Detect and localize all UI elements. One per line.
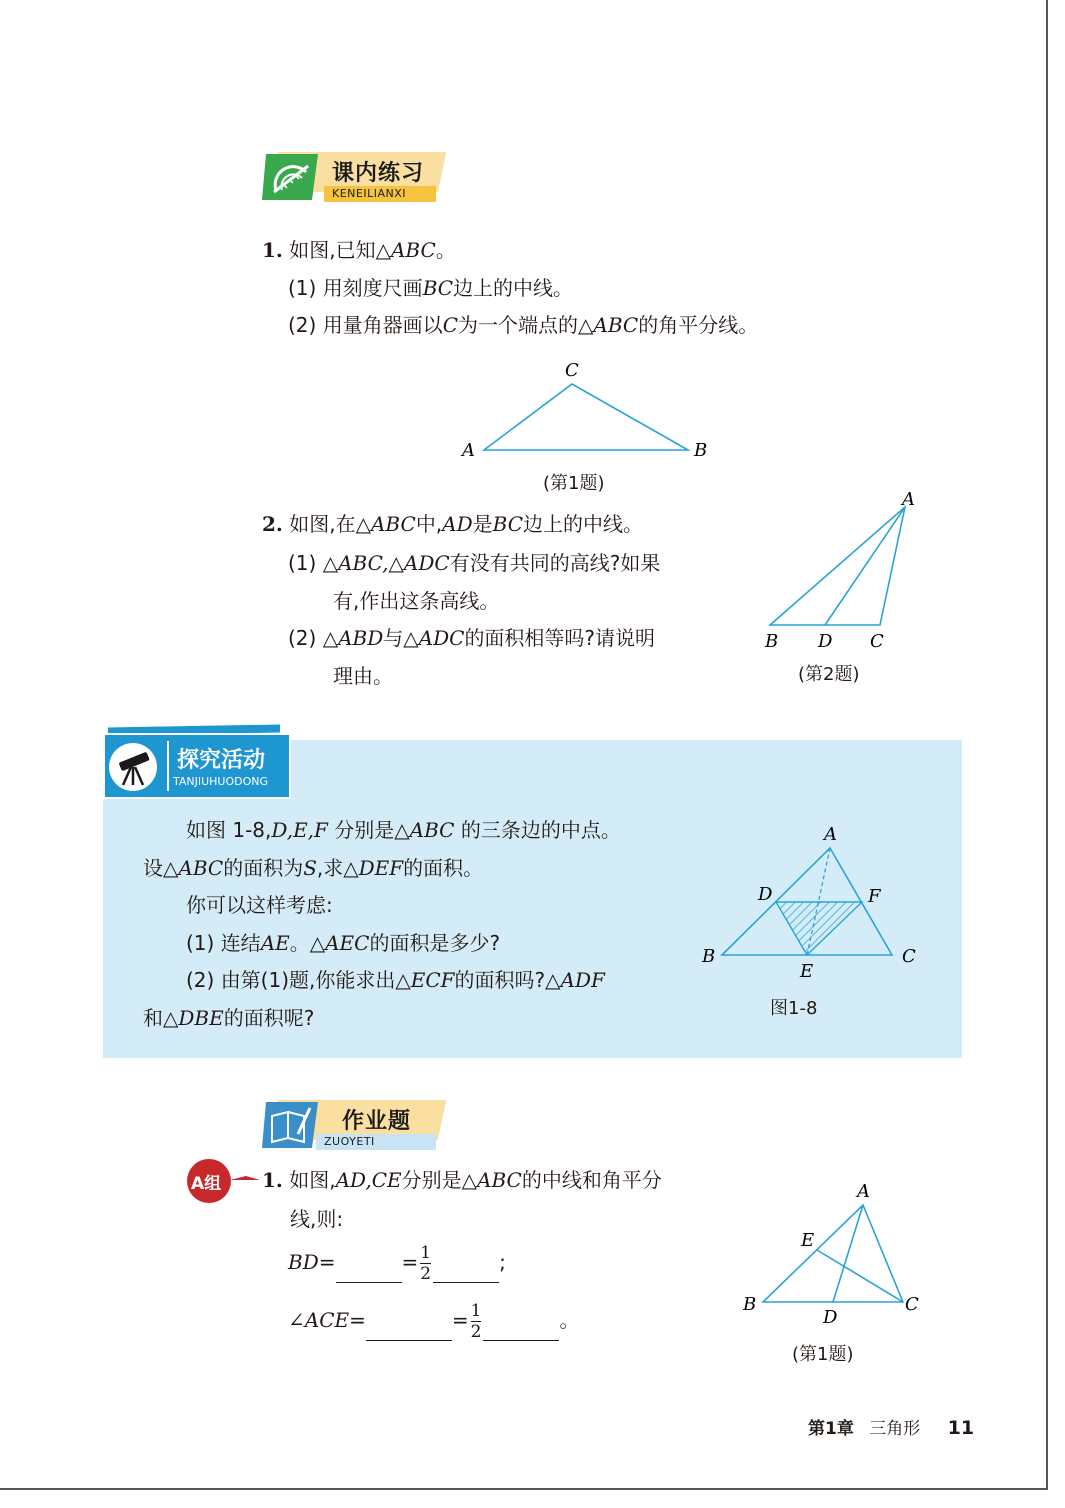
homework-q1-caption: (第1题): [792, 1344, 854, 1365]
practice-q1-stem: 1. 如图,已知△ABC。: [262, 238, 456, 262]
point-e-label: E: [800, 961, 814, 982]
practice-q2-part1: (1) △ABC,△ADC有没有共同的高线?如果: [288, 551, 661, 575]
chapter-title: 三角形: [869, 1419, 921, 1439]
fraction-half: $\frac{1}{2}$: [420, 1243, 432, 1284]
protractor-ruler-icon: [262, 152, 316, 198]
group-a-label: A组: [191, 1174, 222, 1194]
vertex-a-label: A: [857, 1181, 870, 1202]
triangle-abc: [484, 384, 688, 450]
homework-q1-stem: 1. 如图,AD,CE分别是△ABC的中线和角平分: [262, 1168, 662, 1192]
group-a-badge: [186, 1158, 236, 1204]
vertex-a-label: A: [902, 489, 915, 510]
answer-blank[interactable]: [366, 1318, 452, 1341]
chapter-label: 第1章: [808, 1419, 854, 1439]
page-footer: [808, 1414, 974, 1439]
explore-subtitle: TANJIUHUODONG: [173, 775, 269, 788]
practice-q1-part2: (2) 用量角器画以C为一个端点的△ABC的角平分线。: [288, 313, 759, 337]
practice-q2-part2: (2) △ABD与△ADC的面积相等吗?请说明: [288, 626, 656, 650]
page-number: 11: [947, 1417, 975, 1439]
practice-q2-caption: (第2题): [798, 664, 860, 685]
point-d-label: D: [758, 884, 773, 905]
explore-figure: [690, 820, 930, 985]
explore-line-4: (1) 连结AE。△AEC的面积是多少?: [186, 931, 501, 955]
vertex-c-label: C: [902, 946, 916, 967]
homework-banner: [262, 1100, 452, 1152]
vertex-b-label: B: [694, 440, 708, 461]
practice-subtitle: KENEILIANXI: [324, 186, 436, 202]
explore-banner: [103, 733, 291, 799]
triangle-def-shaded: [776, 902, 862, 955]
vertex-a-label: A: [824, 824, 837, 845]
homework-q1-stem-cont: 线,则:: [290, 1207, 344, 1231]
bisector-ce: [817, 1250, 903, 1302]
practice-q2-part1-cont: 有,作出这条高线。: [333, 589, 500, 613]
vertex-b-label: B: [702, 946, 716, 967]
point-d-label: D: [818, 631, 833, 652]
homework-q1-eq2: ∠ACE= = $\frac{1}{2}$ 。: [288, 1301, 580, 1342]
explore-line-1: 如图 1-8,D,E,F 分别是△ABC 的三条边的中点。: [186, 818, 621, 842]
practice-q2-stem: 2. 如图,在△ABC中,AD是BC边上的中线。: [262, 512, 644, 536]
answer-blank[interactable]: [433, 1260, 499, 1283]
vertex-c-label: C: [870, 631, 884, 652]
point-d-label: D: [823, 1307, 838, 1328]
practice-title: 课内练习: [332, 161, 425, 186]
practice-q2-figure: [750, 485, 930, 665]
vertex-c-label: C: [565, 360, 579, 381]
fraction-half: $\frac{1}{2}$: [470, 1301, 482, 1342]
explore-line-3: 你可以这样考虑:: [186, 893, 333, 917]
point-f-label: F: [868, 886, 881, 907]
homework-subtitle: ZUOYETI: [316, 1134, 436, 1150]
vertex-a-label: A: [462, 440, 475, 461]
homework-q1-eq1: BD= = $\frac{1}{2}$ ;: [288, 1243, 506, 1284]
point-e-label: E: [801, 1230, 815, 1251]
homework-title: 作业题: [342, 1109, 412, 1134]
answer-blank[interactable]: [483, 1318, 559, 1341]
explore-figure-caption: 图1-8: [770, 998, 818, 1019]
practice-q1-caption: (第1题): [543, 473, 605, 494]
practice-q2-part2-cont: 理由。: [333, 664, 393, 688]
book-pen-icon: [262, 1100, 316, 1146]
practice-q1-part1: (1) 用刻度尺画BC边上的中线。: [288, 276, 574, 300]
telescope-icon: [109, 743, 157, 791]
vertex-c-label: C: [905, 1294, 919, 1315]
homework-q1-figure: [735, 1175, 935, 1335]
explore-line-6: 和△DBE的面积呢?: [143, 1006, 315, 1030]
triangle-abc: [763, 1205, 903, 1302]
vertex-b-label: B: [743, 1294, 757, 1315]
explore-line-2: 设△ABC的面积为S,求△DEF的面积。: [143, 856, 484, 880]
practice-banner: [262, 152, 452, 204]
answer-blank[interactable]: [336, 1260, 402, 1283]
explore-title: 探究活动: [177, 748, 266, 773]
explore-line-5: (2) 由第(1)题,你能求出△ECF的面积吗?△ADF: [186, 968, 605, 992]
vertex-b-label: B: [765, 631, 779, 652]
